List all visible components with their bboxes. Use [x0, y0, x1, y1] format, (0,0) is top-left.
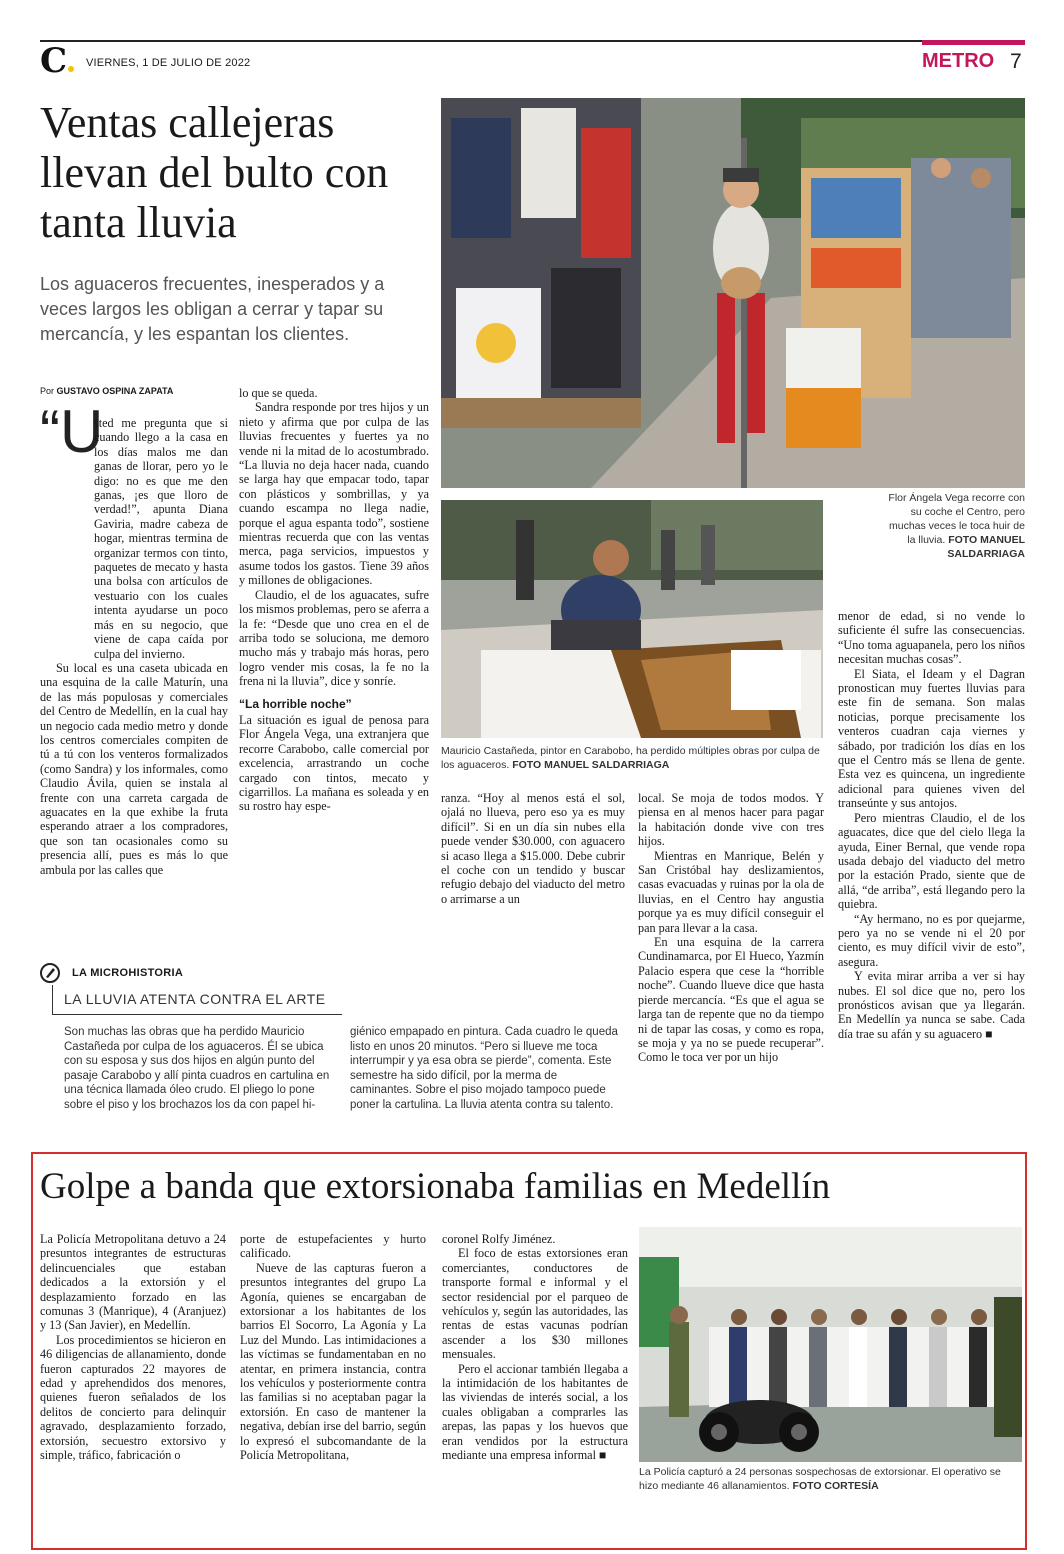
- photo-painter: [441, 500, 823, 738]
- photo-street-vendor: [441, 98, 1025, 488]
- microhistoria-column-1: [64, 1025, 332, 1112]
- paragraph: Nueve de las capturas fueron a presuntos integrantes del grupo La Agonía, quienes se encargaban de extorsionar a los habitantes de los barrios El Socorro, La Agonía y La Luz del Mundo. Las intimidaciones a las víctimas se fundamentaban en no atentar, en primera instancia, contra los vehículos y posteriormente contra las familias si no aceptaban pagar la extorsión. En caso de mantener la negativa, debían irse del barrio, según lo expresó el subcomandante de la Policía Metropolitana,: [240, 1260, 426, 1463]
- paragraph: Los procedimientos se hicieron en 46 diligencias de allanamiento, donde fueron capturados 22 mayores de edad y aprehendidos dos menores, quienes fueron señalados de los delitos de concierto para delinquir agravado, desplazamiento forzado, extorsión, secuestro extorsivo y simple, tráfico, fabricación o: [40, 1332, 226, 1463]
- article2-column-3: [442, 1232, 628, 1463]
- paragraph: porte de estupefacientes y hurto calificado.: [240, 1232, 426, 1261]
- paragraph: Mientras en Manrique, Belén y San Cristóbal hay deslizamientos, casas evacuadas y ruinas por la ola de lluvias, en el Centro hay angustia porque ya es muy difícil conseguir el pan para llevar a la casa.: [638, 848, 824, 935]
- article-column-1: [40, 416, 228, 877]
- microhistoria-rule: [52, 985, 53, 1015]
- section-name: METRO: [922, 50, 995, 72]
- article-subhead: Los aguaceros frecuentes, inesperados y a veces largos les obligan a cerrar y tapar su mercancía, y les espantan los clientes.: [40, 274, 385, 344]
- paragraph: La situación es igual de penosa para Flor Ángela Vega, una extranjera que recorre Carabobo, calle comercial por excelencia, arrastrando un coche cargado con tintos, mecato y cigarrillos. La mañana es soleada y en su rostro hay espe-: [239, 712, 429, 814]
- article2-column-1: [40, 1232, 226, 1463]
- paragraph: ranza. “Hoy al menos está el sol, ojalá no llueva, pero eso ya es muy difícil”. Si en un día sin nubes ella puede vender $30.000, con aguacero si acaso llega a $15.000. Debe cubrir el coche con un tendido y buscar refugio debajo del viaducto del metro o arrimarse a un: [441, 791, 625, 906]
- photo-caption-1: [888, 491, 1025, 561]
- microhistoria-label: LA MICROHISTORIA: [72, 967, 184, 979]
- paragraph: Pero el accionar también llegaba a la intimidación de los habitantes de las viviendas de interés social, a los cuales obligaban a comprarles las arepas, las papas y los huevos que eran vendidos por la estructura mediante una empresa informal ■: [442, 1361, 628, 1463]
- photo-credit: FOTO MANUEL SALDARRIAGA: [512, 759, 670, 771]
- photo-caption-3: [639, 1465, 1022, 1493]
- photo-caption-2: [441, 744, 823, 772]
- microhistoria-rule: [52, 1014, 342, 1015]
- newspaper-logo: C: [40, 44, 74, 78]
- caption-text: Flor Ángela Vega recorre con su coche el Centro, pero muchas veces le toca huir de la lluvia.: [888, 492, 1025, 546]
- paragraph: lo que se queda.: [239, 386, 318, 400]
- paragraph: Son muchas las obras que ha perdido Mauricio Castañeda por culpa de los aguaceros. Él se ubica con su esposa y sus dos hijos en algún punto del pasaje Carabobo y allí pinta cuadros en cartulina en una técnica llamada óleo crudo. El pliego lo pone sobre el piso y los brochazos los da con papel hi-: [64, 1026, 330, 1111]
- microhistoria-column-2: [350, 1025, 618, 1112]
- paragraph: La Policía Metropolitana detuvo a 24 presuntos integrantes de estructuras delincuenciales que estaban dedicados a la extorsión y el desplazamiento forzado en las comunas 3 (Manrique), 4 (Aranjuez) y 13 (San Javier), en Medellín.: [40, 1232, 226, 1333]
- article2-column-2: [240, 1232, 426, 1463]
- photo-police-captures: [639, 1227, 1022, 1462]
- paragraph: Sandra responde por tres hijos y un nieto y afirma que por culpa de las lluvias frecuentes y fuertes ya no vende ni la mitad de lo acostumbrado. “La lluvia no deja hacer nada, cuando se larga hay que empacar todo, tapar con plásticos y sombrillas, y ya cuando escampa no llega nadie, porque el agua espanta todo”, sostiene mientras recuerda que con las ventas merca, paga servicios, impuestos y asume todos los gastos. Tiene 39 años y millones de obligaciones.: [239, 400, 429, 588]
- logo-dot-icon: [68, 66, 74, 72]
- caption-text: La Policía capturó a 24 personas sospechosas de extorsionar. El operativo se hizo mediante 46 allanamientos.: [639, 1466, 1001, 1492]
- article-headline: Ventas callejeras llevan del bulto con tanta lluvia: [40, 98, 389, 247]
- caption-text: Mauricio Castañeda, pintor en Carabobo, ha perdido múltiples obras por culpa de los aguaceros.: [441, 745, 820, 771]
- page-number: 7: [1010, 50, 1022, 73]
- section-rule: [922, 40, 1025, 45]
- article-column-2: [239, 386, 429, 814]
- microhistoria-icon: [40, 963, 60, 983]
- byline-author: GUSTAVO OSPINA ZAPATA: [56, 386, 174, 396]
- paragraph: local. Se moja de todos modos. Y piensa en al menos hacer para pagar la habitación donde vive con tres hijos.: [638, 791, 824, 849]
- paragraph: Pero mientras Claudio, el de los aguacates, dice que del cielo llega la ayuda, Einer Bernal, que vende ropa usada debajo del viaducto del metro por la estación Prado, siente que de allá, “de arriba”, está llegando pero la quiebra.: [838, 810, 1025, 912]
- paragraph: coronel Rolfy Jiménez.: [442, 1232, 556, 1246]
- article-column-3: [441, 791, 625, 906]
- paragraph: “Ay hermano, no es por quejarme, pero ya no se vende ni el 20 por ciento, es muy difícil vivir de esto”, asegura.: [838, 911, 1025, 969]
- top-rule: [40, 40, 1025, 42]
- dropcap: “U: [40, 398, 104, 465]
- paragraph: Claudio, el de los aguacates, sufre los mismos problemas, pero se aferra a la fe: “Desde que uno crea en el de arriba todo se soluciona, me demoro mucho más y trabajo más horas, pero logro vender mis cosas, la fe no la frena ni la lluvia”, dice y sonríe.: [239, 587, 429, 689]
- article-column-5: [838, 609, 1025, 1041]
- microhistoria-title: LA LLUVIA ATENTA CONTRA EL ARTE: [64, 991, 326, 1007]
- paragraph: El Siata, el Ideam y el Dagran pronostican muy fuertes lluvias para este fin de semana. Son malas noticias, porque precisamente los venteros cuadran caja viernes y sábado, por tradición los días en los que el Centro más se llena de gente. Esta vez es quincena, un ingrediente adicional para quienes viven del transeúnte y sus antojos.: [838, 666, 1025, 811]
- byline: [40, 386, 230, 396]
- paragraph: Su local es una caseta ubicada en una esquina de la calle Maturín, una de las más populosas y comerciales del Centro de Medellín, en la cual hay un negocio cada medio metro y donde los centros comerciales compiten de tú a tú con los venteros formalizados (como Sandra) y los informales, como Claudio Ávila, quien se instala al frente con una carreta cargada de aguacates en la que exhibe la fruta esperando atraer a los compradores, que son tan ocasionales como su presencia allí, pues es más lo que ambula por las calles que: [40, 660, 228, 877]
- photo-credit: FOTO MANUEL SALDARRIAGA: [947, 534, 1025, 560]
- paragraph: En una esquina de la carrera Cundinamarca, por El Hueco, Yazmín Palacio espera que cese la “horrible noche”. Cuando llueve dice que hasta pierde mercancía. “Es que el agua se larga tan de repente que no da tiempo ni de tapar las cosas, y como es ropa, se moja y ya no se puede recuperar”. Como le toca ver por un hijo: [638, 935, 824, 1065]
- paragraph: Y evita mirar arriba a ver si hay nubes. El sol dice que no, pero los pronósticos avisan que ya llegarán. En Medellín ya nunca se sabe. Cada día trae su afán y su aguacero ■: [838, 969, 1025, 1041]
- paragraph: giénico empapado en pintura. Cada cuadro le queda listo en unos 20 minutos. “Pero si llueve me toca interrumpir y ya esa obra se pierde”, comenta. Este semestre ha sido difícil, por la merma de caminantes. Sobre el piso mojado tampoco puede poner la cartulina. La lluvia atenta contra su talento.: [350, 1026, 618, 1111]
- article-column-4: [638, 791, 824, 1065]
- byline-prefix: Por: [40, 386, 55, 396]
- article-subtitle: “La horrible noche”: [239, 696, 352, 711]
- photo-credit: FOTO CORTESÍA: [792, 1480, 879, 1492]
- paragraph: El foco de estas extorsiones eran comerciantes, conductores de transporte formal e informal y el sector residencial por el parqueo de vehículos y, según las autoridades, las rentas de estas vacunas podrían ascender a los $30 millones mensuales.: [442, 1246, 628, 1362]
- issue-date: VIERNES, 1 DE JULIO DE 2022: [86, 57, 251, 69]
- paragraph: menor de edad, si no vende lo suficiente él sufre las consecuencias. “Uno toma aguapanela, pero los niños necesitan muchas cosas”.: [838, 609, 1025, 667]
- article2-headline: Golpe a banda que extorsionaba familias en Medellín: [40, 1166, 831, 1207]
- paragraph: sted me pregunta que si cuando llego a la casa en los días malos me dan ganas de llorar, pero yo le digo: no es que me den ganas, ¡es que lloro de verdad!”, apunta Diana Gaviria, madre cabeza de hogar, mientras termina de organizar termos con tinto, paquetes de mecato y hasta una bolsa con artículos de vestuario con los cuales intenta ayudarse un poco más en su negocio, que viene de capa caída por culpa del invierno.: [94, 416, 228, 661]
